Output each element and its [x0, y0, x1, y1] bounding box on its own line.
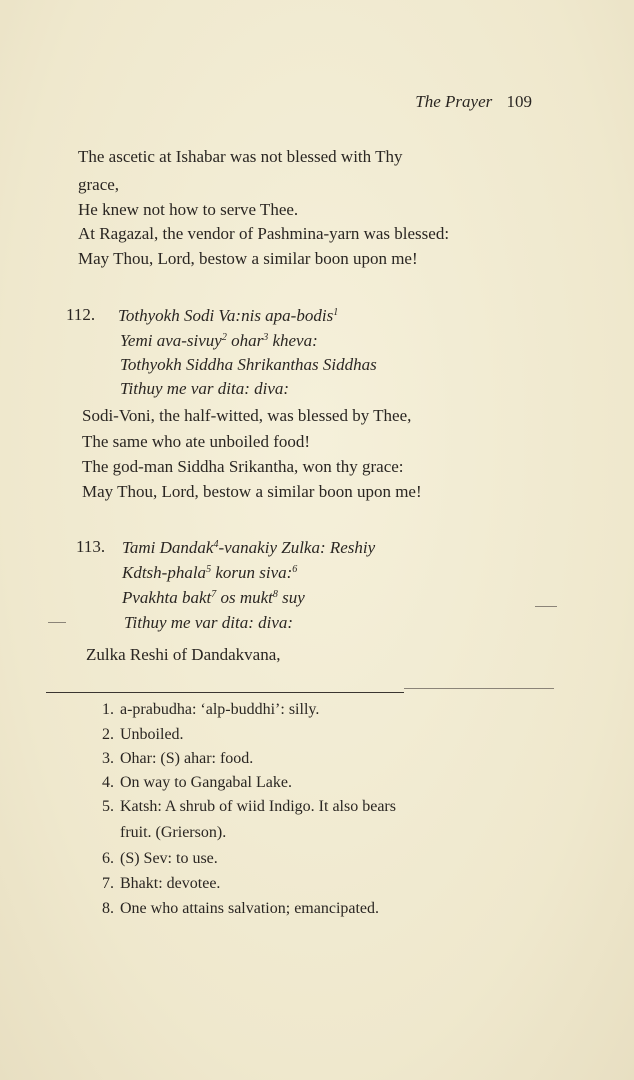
footnote: 4. On way to Gangabal Lake. — [102, 774, 292, 791]
footnote: 8. One who attains salvation; emancipated. — [102, 900, 380, 917]
verse-line: The ascetic at Ishabar was not blessed with Thy — [78, 147, 403, 166]
margin-mark — [535, 606, 557, 607]
verse-line: At Ragazal, the vendor of Pashmina-yarn was blessed: — [78, 224, 450, 243]
footnote: 2. Unboiled. — [102, 726, 184, 743]
footnote-rule — [46, 692, 404, 693]
translation-line: The same who ate unboiled food! — [82, 432, 311, 451]
transliteration-line: Tothyokh Siddha Shrikanthas Siddhas — [120, 355, 377, 374]
stanza-number: 113. — [76, 537, 106, 556]
transliteration-line: Pvakhta bakt$^7$ os mukt$^8$ suy — [122, 588, 305, 607]
transliteration-line: Tithuy me var dita: diva: — [120, 379, 290, 398]
running-head — [415, 92, 532, 112]
translation-line: The god-man Siddha Srikantha, won thy grace: — [82, 457, 404, 476]
translation-line: Zulka Reshi of Dandakvana, — [86, 645, 281, 664]
transliteration-line: Tithuy me var dita: diva: — [124, 613, 294, 632]
transliteration-line: Yemi ava-sivuy$^2$ ohar$^3$ kheva: — [120, 331, 318, 350]
footnote: 1. a-prabudha: ‘alp-buddhi’: silly. — [102, 701, 320, 718]
transliteration-line: Tami Dandak$^4$-vanakiy Zulka: Reshiy — [122, 538, 376, 557]
verse-line: May Thou, Lord, bestow a similar boon upon me! — [78, 249, 418, 268]
transliteration-line: Kdtsh-phala$^5$ korun siva:$^6$ — [122, 563, 298, 582]
stanza-number: 112. — [66, 305, 96, 324]
footnote: 5. Katsh: A shrub of wiid Indigo. It also bears — [102, 798, 396, 815]
verse-line: He knew not how to serve Thee. — [78, 200, 299, 219]
footnote-rule-faint — [404, 688, 554, 689]
translation-line: Sodi-Voni, the half-witted, was blessed by Thee, — [82, 406, 412, 425]
running-head-title: The Prayer — [415, 92, 493, 111]
footnote: 6. (S) Sev: to use. — [102, 850, 218, 867]
verse-line: grace, — [78, 175, 120, 194]
margin-mark — [48, 622, 66, 623]
transliteration-line: Tothyokh Sodi Va:nis apa-bodis$^1$ — [118, 306, 339, 325]
page-number: 109 — [506, 92, 532, 111]
translation-line: May Thou, Lord, bestow a similar boon upon me! — [82, 482, 422, 501]
footnote: 3. Ohar: (S) ahar: food. — [102, 750, 254, 767]
footnote: fruit. (Grierson). — [120, 824, 227, 841]
footnote: 7. Bhakt: devotee. — [102, 875, 221, 892]
